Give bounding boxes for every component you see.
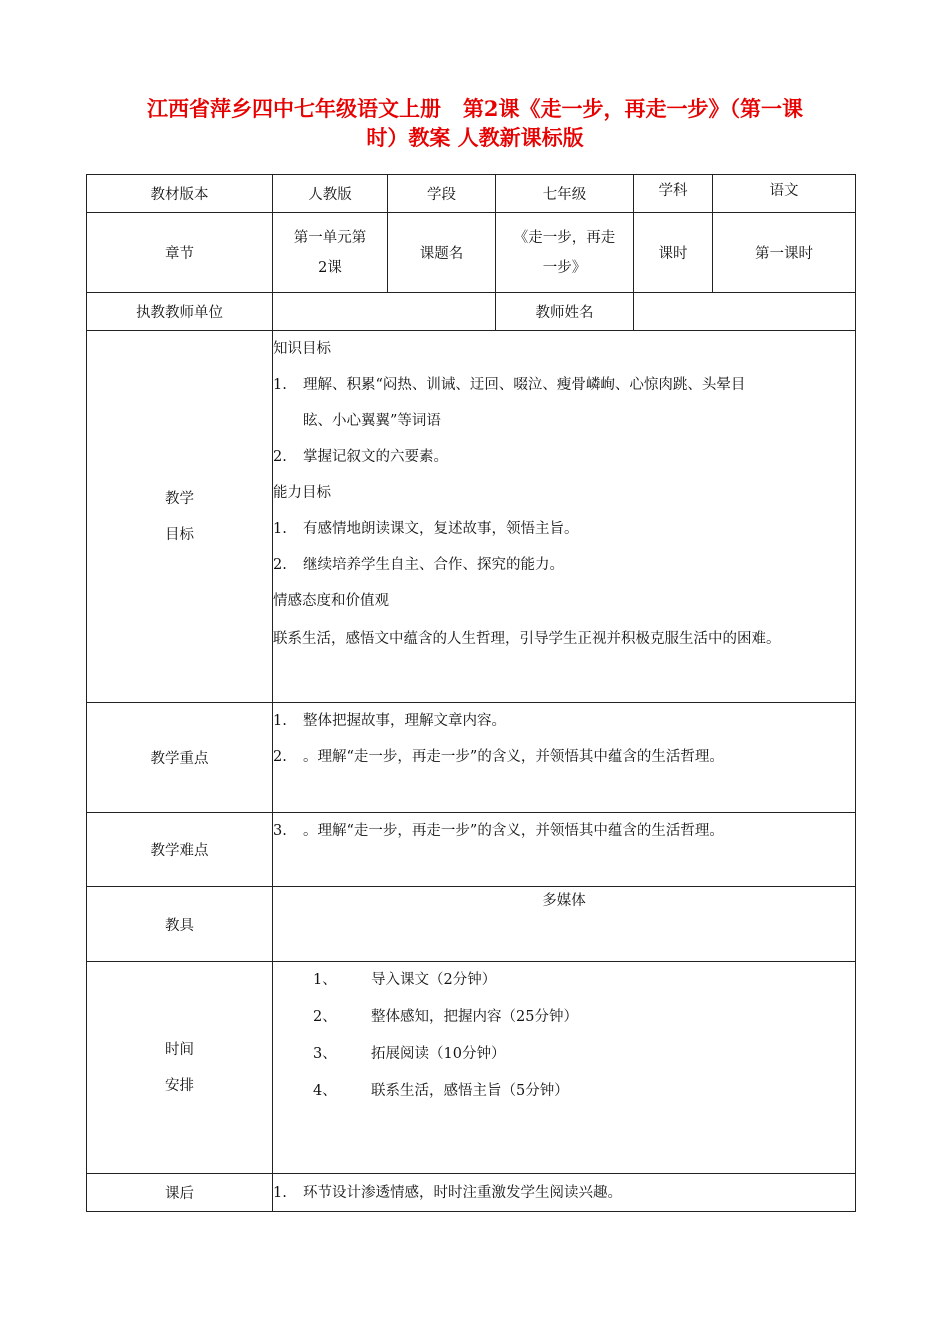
- goals-content: [273, 331, 856, 703]
- chapter-line-2: 2课: [318, 259, 342, 276]
- schedule-label-line-2: 安排: [165, 1077, 194, 1094]
- after-class-content: [273, 1174, 856, 1212]
- item-text: 掌握记叙文的六要素。: [303, 449, 448, 465]
- value-teacher-name: [634, 293, 856, 331]
- difficulties-content: [273, 813, 856, 887]
- item-text: 整体把握故事，理解文章内容。: [303, 713, 506, 729]
- item-number: 1.: [273, 1184, 287, 1201]
- item-number: 1.: [273, 521, 287, 537]
- list-item: [273, 739, 855, 775]
- item-text: 。理解“走一步，再走一步”的含义，并领悟其中蕴含的生活哲理。: [303, 823, 724, 839]
- item-number: 1、: [313, 972, 337, 988]
- schedule-item: [273, 1073, 855, 1110]
- item-number: 2.: [273, 749, 287, 765]
- item-text: 联系生活，感悟主旨（5分钟）: [371, 1083, 569, 1099]
- table-row: [87, 213, 856, 293]
- item-text: 继续培养学生自主、合作、探究的能力。: [303, 557, 564, 573]
- emotion-text: 联系生活，感悟文中蕴含的人生哲理，引导学生正视并积极克服生活中的困难。: [273, 631, 781, 647]
- value-chapter: [273, 213, 388, 293]
- list-item: [273, 1178, 855, 1208]
- label-key-points: 教学重点: [87, 703, 273, 813]
- item-number: 1.: [273, 377, 287, 393]
- value-teacher-unit: [273, 293, 496, 331]
- ability-heading: 能力目标: [273, 485, 331, 501]
- item-text: 。理解“走一步，再走一步”的含义，并领悟其中蕴含的生活哲理。: [303, 749, 724, 765]
- lesson-plan-table: [86, 174, 856, 1212]
- schedule-item: [273, 962, 855, 999]
- table-row: [87, 331, 856, 703]
- list-item: [273, 547, 855, 583]
- value-edition: 人教版: [273, 175, 388, 213]
- lesson-line-2: 一步》: [542, 259, 587, 276]
- item-text: 有感情地朗读课文，复述故事，领悟主旨。: [303, 521, 579, 537]
- item-text: 整体感知，把握内容（25分钟）: [371, 1009, 578, 1025]
- item-number: 2.: [273, 557, 287, 573]
- item-text: 拓展阅读（10分钟）: [371, 1046, 506, 1062]
- item-text: 导入课文（2分钟）: [371, 972, 497, 988]
- list-item-continuation: 眩、小心翼翼”等词语: [303, 413, 441, 429]
- list-item: [273, 367, 855, 403]
- list-item: [273, 813, 855, 849]
- label-stage: 学段: [388, 175, 496, 213]
- value-subject: 语文: [713, 175, 856, 213]
- table-row: [87, 1174, 856, 1212]
- chapter-line-1: 第一单元第: [293, 229, 367, 246]
- value-lesson: [496, 213, 634, 293]
- label-difficulties: 教学难点: [87, 813, 273, 887]
- item-number: 3.: [273, 823, 287, 839]
- schedule-item: [273, 1036, 855, 1073]
- value-stage: 七年级: [496, 175, 634, 213]
- list-item: [273, 703, 855, 739]
- label-period: 课时: [634, 213, 713, 293]
- table-row: [87, 962, 856, 1174]
- document-title: [100, 94, 850, 152]
- label-tools: 教具: [87, 887, 273, 962]
- label-after-class: 课后: [87, 1174, 273, 1212]
- table-row: [87, 175, 856, 213]
- item-number: 1.: [273, 713, 287, 729]
- label-goals: [87, 331, 273, 703]
- schedule-content: [273, 962, 856, 1174]
- table-row: [87, 293, 856, 331]
- lesson-line-1: 《走一步，再走: [513, 229, 616, 246]
- item-number: 3、: [313, 1046, 337, 1062]
- value-period: 第一课时: [713, 213, 856, 293]
- item-number: 2.: [273, 449, 287, 465]
- emotion-heading: 情感态度和价值观: [273, 593, 389, 609]
- table-row: [87, 703, 856, 813]
- label-lesson: 课题名: [388, 213, 496, 293]
- title-line-1: 江西省萍乡四中七年级语文上册 第2课《走一步，再走一步》（第一课: [146, 96, 804, 121]
- label-edition: 教材版本: [87, 175, 273, 213]
- goals-label-line-2: 目标: [165, 526, 194, 543]
- item-text: 理解、积累“闷热、训诫、迂回、啜泣、瘦骨嶙峋、心惊肉跳、头晕目: [303, 377, 746, 393]
- label-teacher-name: 教师姓名: [496, 293, 634, 331]
- table-row: [87, 813, 856, 887]
- label-teacher-unit: 执教教师单位: [87, 293, 273, 331]
- schedule-label-line-1: 时间: [165, 1041, 194, 1058]
- item-number: 4、: [313, 1083, 337, 1099]
- value-tools: 多媒体: [273, 887, 856, 962]
- label-schedule: [87, 962, 273, 1174]
- title-line-2: 时）教案 人教新课标版: [366, 125, 584, 150]
- knowledge-heading: 知识目标: [273, 341, 331, 357]
- label-subject: 学科: [634, 175, 713, 213]
- table-row: [87, 887, 856, 962]
- item-text: 环节设计渗透情感，时时注重激发学生阅读兴趣。: [303, 1184, 622, 1201]
- label-chapter: 章节: [87, 213, 273, 293]
- item-number: 2、: [313, 1009, 337, 1025]
- schedule-item: [273, 999, 855, 1036]
- goals-label-line-1: 教学: [165, 490, 194, 507]
- list-item: [273, 439, 855, 475]
- list-item: [273, 511, 855, 547]
- key-points-content: [273, 703, 856, 813]
